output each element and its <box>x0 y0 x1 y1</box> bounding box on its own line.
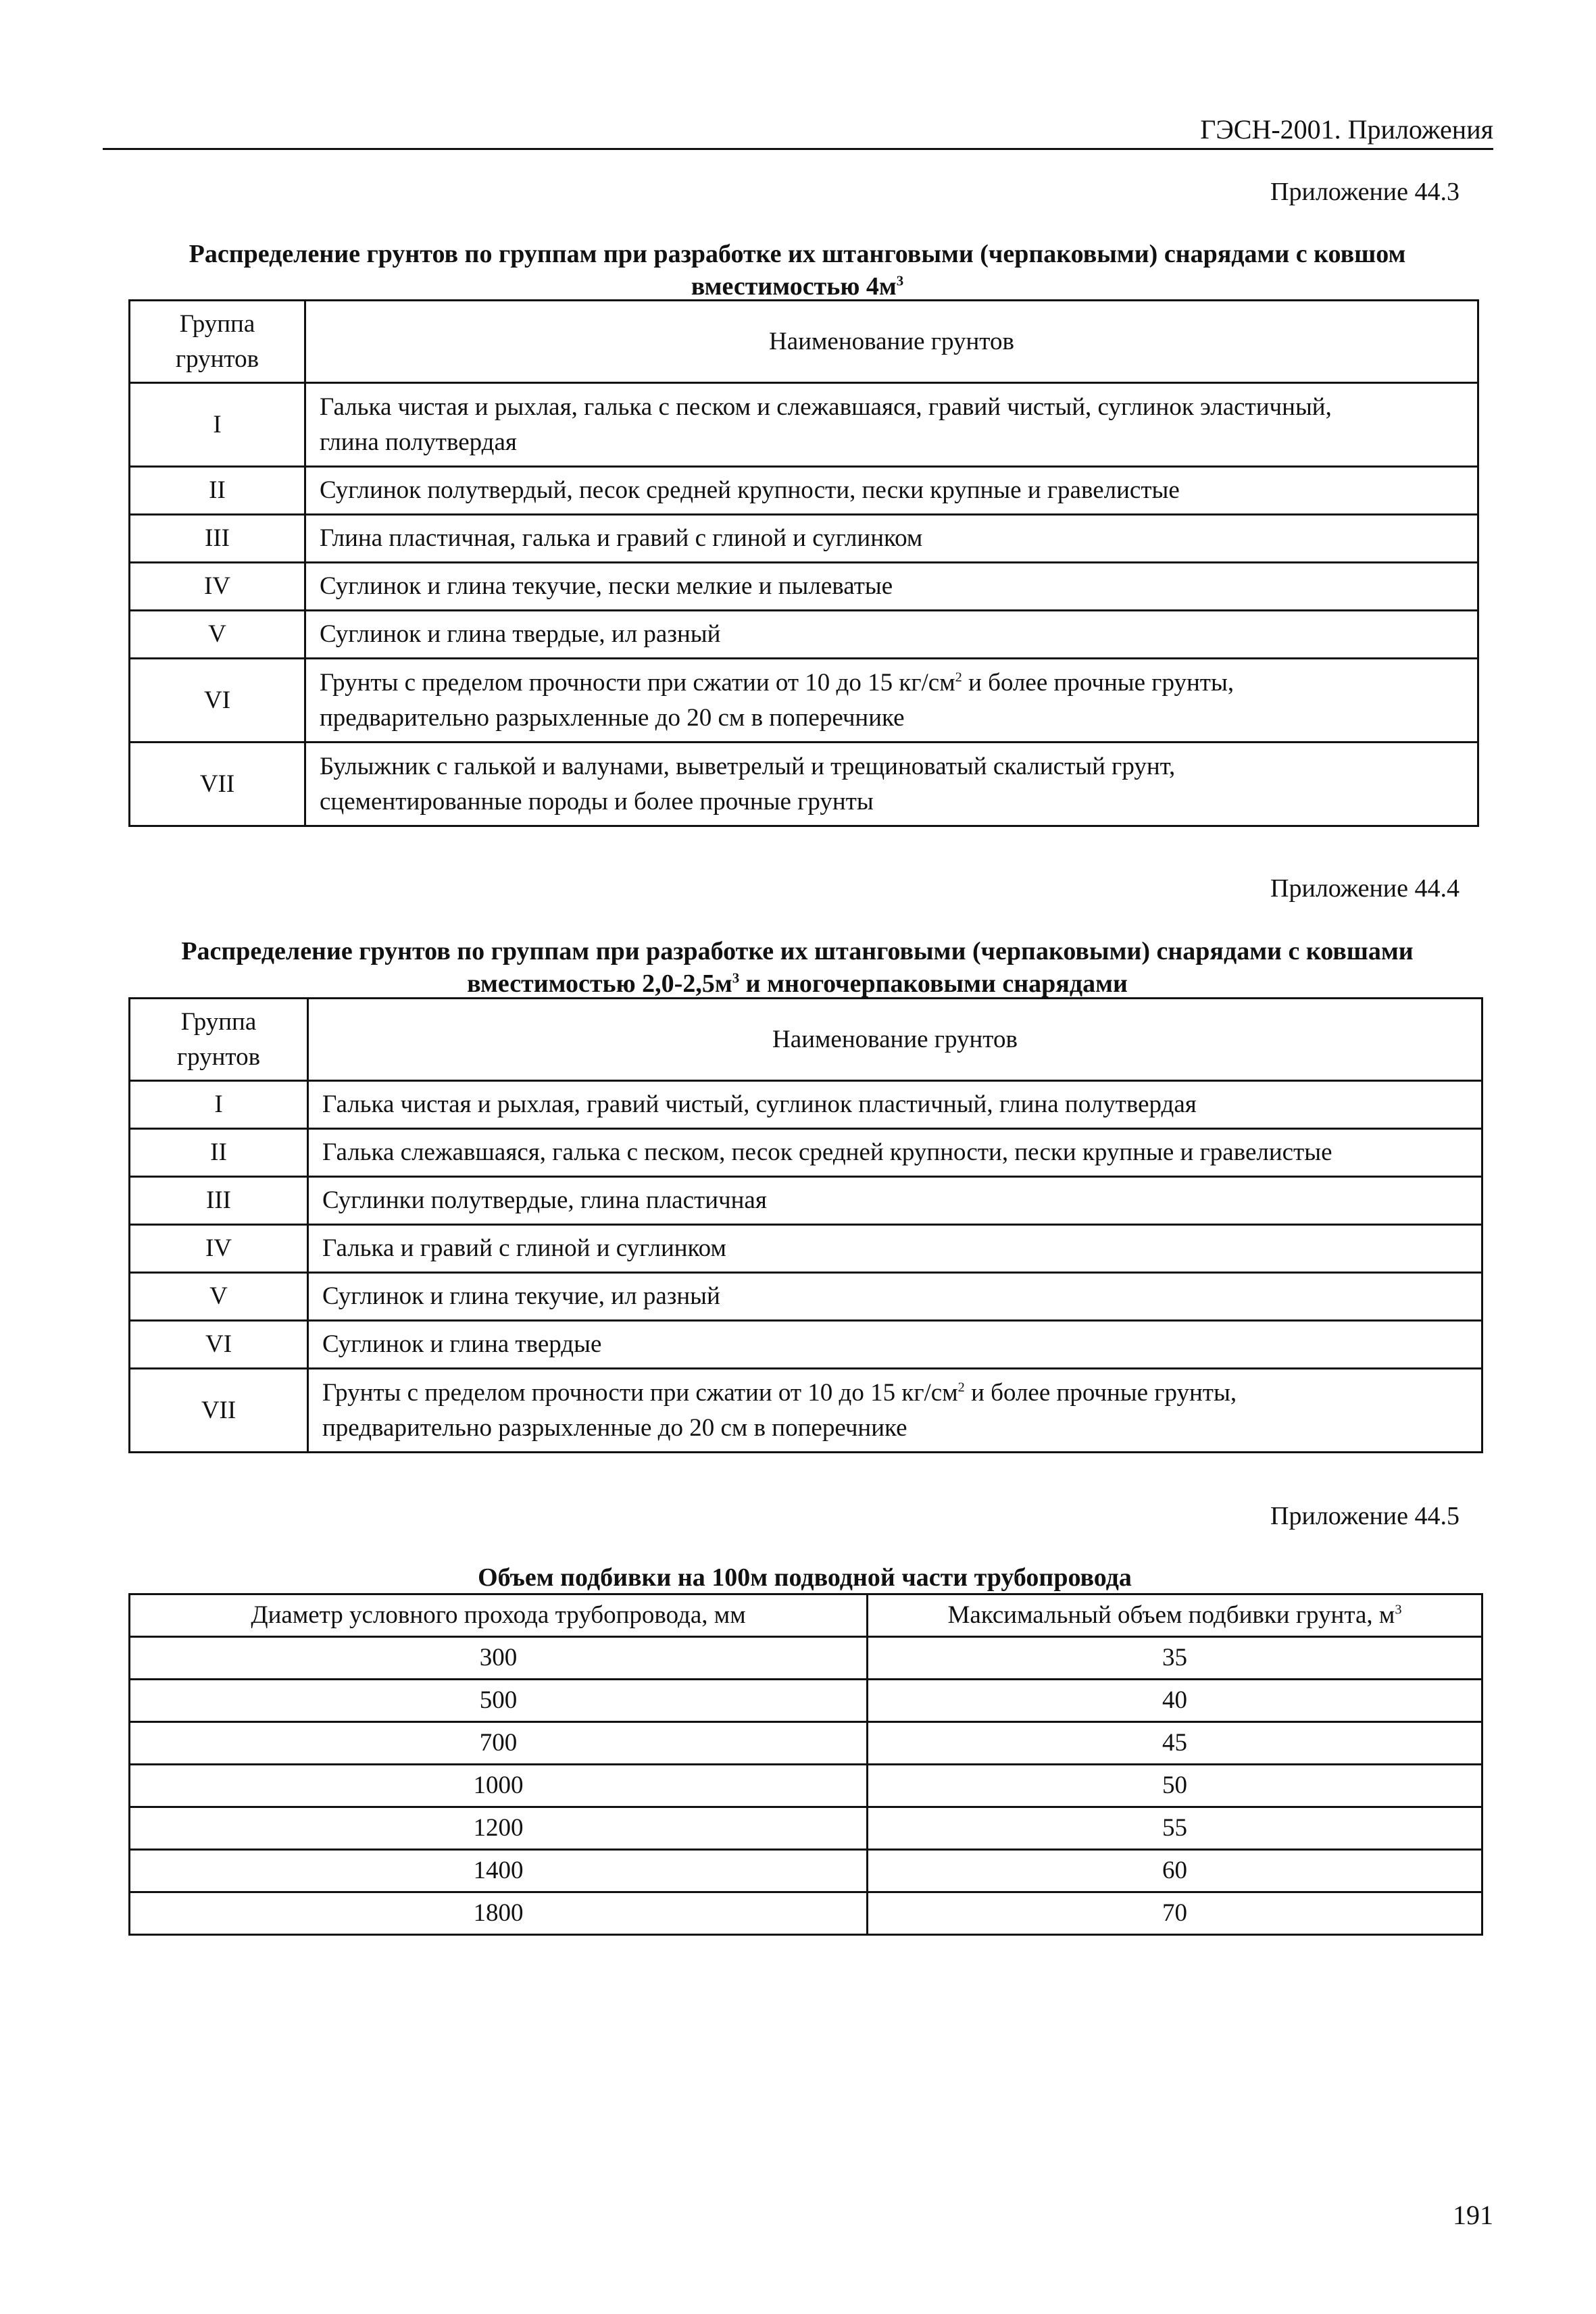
table-row <box>130 1850 1482 1892</box>
diameter-cell: 1200 <box>130 1807 868 1850</box>
soil-name-cell: Галька чистая и рыхлая, гравий чистый, суглинок пластичный, глина полутвердая <box>308 1081 1482 1129</box>
group-cell: III <box>130 515 305 563</box>
annex-44-3-title-line1: Распределение грунтов по группам при разработке их штанговыми (черпаковыми) снарядами с ковшом <box>189 240 1406 268</box>
table-row <box>130 515 1478 563</box>
col-header-group: Группа грунтов <box>130 999 308 1081</box>
annex-44-3-title <box>95 238 1500 303</box>
table-row <box>130 1273 1482 1321</box>
annex-44-4-label: Приложение 44.4 <box>1270 874 1460 903</box>
annex-44-4-title-line1: Распределение грунтов по группам при разработке их штанговыми (черпаковыми) снарядами с ковшами <box>181 937 1414 965</box>
diameter-cell: 500 <box>130 1680 868 1722</box>
annex-44-3-label: Приложение 44.3 <box>1270 178 1460 206</box>
soil-name-cell: Суглинок и глина текучие, ил разный <box>308 1273 1482 1321</box>
group-cell: IV <box>130 563 305 611</box>
running-header: ГЭСН-2001. Приложения <box>1200 114 1493 145</box>
diameter-cell: 1000 <box>130 1765 868 1807</box>
soil-name-cell: Галька слежавшаяся, галька с песком, песок средней крупности, пески крупные и гравелистые <box>308 1129 1482 1177</box>
group-cell: I <box>130 1081 308 1129</box>
annex-44-5-label: Приложение 44.5 <box>1270 1502 1460 1530</box>
table-row <box>130 1177 1482 1225</box>
soil-name-cell: Грунты с пределом прочности при сжатии от 10 до 15 $кг/см^2$ и более прочные грунты, предварительно разрыхленные до 20 см в поперечнике <box>305 659 1478 743</box>
soil-name-cell: Суглинок и глина твердые, ил разный <box>305 611 1478 659</box>
page-number: 191 <box>1453 2200 1493 2230</box>
table-row <box>130 1892 1482 1935</box>
soil-name-cell: Галька чистая и рыхлая, галька с песком и слежавшаяся, гравий чистый, суглинок эластичный, глина полутвердая <box>305 383 1478 467</box>
table-row <box>130 383 1478 467</box>
soil-name-cell: Галька и гравий с глиной и суглинком <box>308 1225 1482 1273</box>
soil-name-cell: Суглинок и глина твердые <box>308 1321 1482 1369</box>
soil-name-cell: Суглинки полутвердые, глина пластичная <box>308 1177 1482 1225</box>
annex-44-4-title-line2: вместимостью $2,0-2,5м^3$ и многочерпаковыми снарядами <box>467 970 1128 998</box>
table-row <box>130 1129 1482 1177</box>
volume-cell: 45 <box>868 1722 1482 1765</box>
table-header-row <box>130 1594 1482 1637</box>
volume-cell: 35 <box>868 1637 1482 1680</box>
annex-44-4-table <box>128 997 1483 1453</box>
table-row <box>130 1225 1482 1273</box>
annex-44-3-table <box>128 299 1479 827</box>
group-cell: V <box>130 611 305 659</box>
group-cell: II <box>130 467 305 515</box>
table-row <box>130 1680 1482 1722</box>
diameter-cell: 300 <box>130 1637 868 1680</box>
soil-name-cell: Суглинок и глина текучие, пески мелкие и пылеватые <box>305 563 1478 611</box>
table-row <box>130 1807 1482 1850</box>
volume-cell: 60 <box>868 1850 1482 1892</box>
group-cell: II <box>130 1129 308 1177</box>
col-header-group: Группа грунтов <box>130 301 305 383</box>
group-cell: VI <box>130 659 305 743</box>
table-row <box>130 1637 1482 1680</box>
table-header-row <box>130 999 1482 1081</box>
diameter-cell: 1800 <box>130 1892 868 1935</box>
table-row <box>130 659 1478 743</box>
group-cell: I <box>130 383 305 467</box>
soil-name-cell: Булыжник с галькой и валунами, выветрелый и трещиноватый скалистый грунт, сцементированные породы и более прочные грунты <box>305 743 1478 826</box>
annex-44-5-title: Объем подбивки на 100м подводной части трубопровода <box>478 1563 1132 1592</box>
annex-44-5-table <box>128 1593 1483 1936</box>
table-row <box>130 1081 1482 1129</box>
volume-cell: 70 <box>868 1892 1482 1935</box>
table-row <box>130 467 1478 515</box>
col-header-diameter: Диаметр условного прохода трубопровода, мм <box>130 1594 868 1637</box>
col-header-name: Наименование грунтов <box>308 999 1482 1081</box>
table-row <box>130 1369 1482 1453</box>
group-cell: VI <box>130 1321 308 1369</box>
group-cell: VII <box>130 743 305 826</box>
table-row <box>130 1321 1482 1369</box>
soil-name-cell: Глина пластичная, галька и гравий с глиной и суглинком <box>305 515 1478 563</box>
table-row <box>130 611 1478 659</box>
volume-cell: 50 <box>868 1765 1482 1807</box>
group-cell: III <box>130 1177 308 1225</box>
header-rule <box>103 148 1493 150</box>
soil-name-cell: Грунты с пределом прочности при сжатии от 10 до 15 $кг/см^2$ и более прочные грунты, предварительно разрыхленные до 20 см в поперечнике <box>308 1369 1482 1453</box>
table-row <box>130 1765 1482 1807</box>
table-row <box>130 743 1478 826</box>
col-header-name: Наименование грунтов <box>305 301 1478 383</box>
volume-cell: 40 <box>868 1680 1482 1722</box>
group-cell: VII <box>130 1369 308 1453</box>
group-cell: IV <box>130 1225 308 1273</box>
volume-cell: 55 <box>868 1807 1482 1850</box>
annex-44-4-title <box>95 935 1500 1000</box>
diameter-cell: 700 <box>130 1722 868 1765</box>
table-row <box>130 563 1478 611</box>
group-cell: V <box>130 1273 308 1321</box>
soil-name-cell: Суглинок полутвердый, песок средней крупности, пески крупные и гравелистые <box>305 467 1478 515</box>
col-header-volume: Максимальный объем подбивки грунта, $м^3$ <box>868 1594 1482 1637</box>
diameter-cell: 1400 <box>130 1850 868 1892</box>
table-header-row <box>130 301 1478 383</box>
table-row <box>130 1722 1482 1765</box>
annex-44-3-title-line2: вместимостью $4м^3$ <box>691 272 904 301</box>
